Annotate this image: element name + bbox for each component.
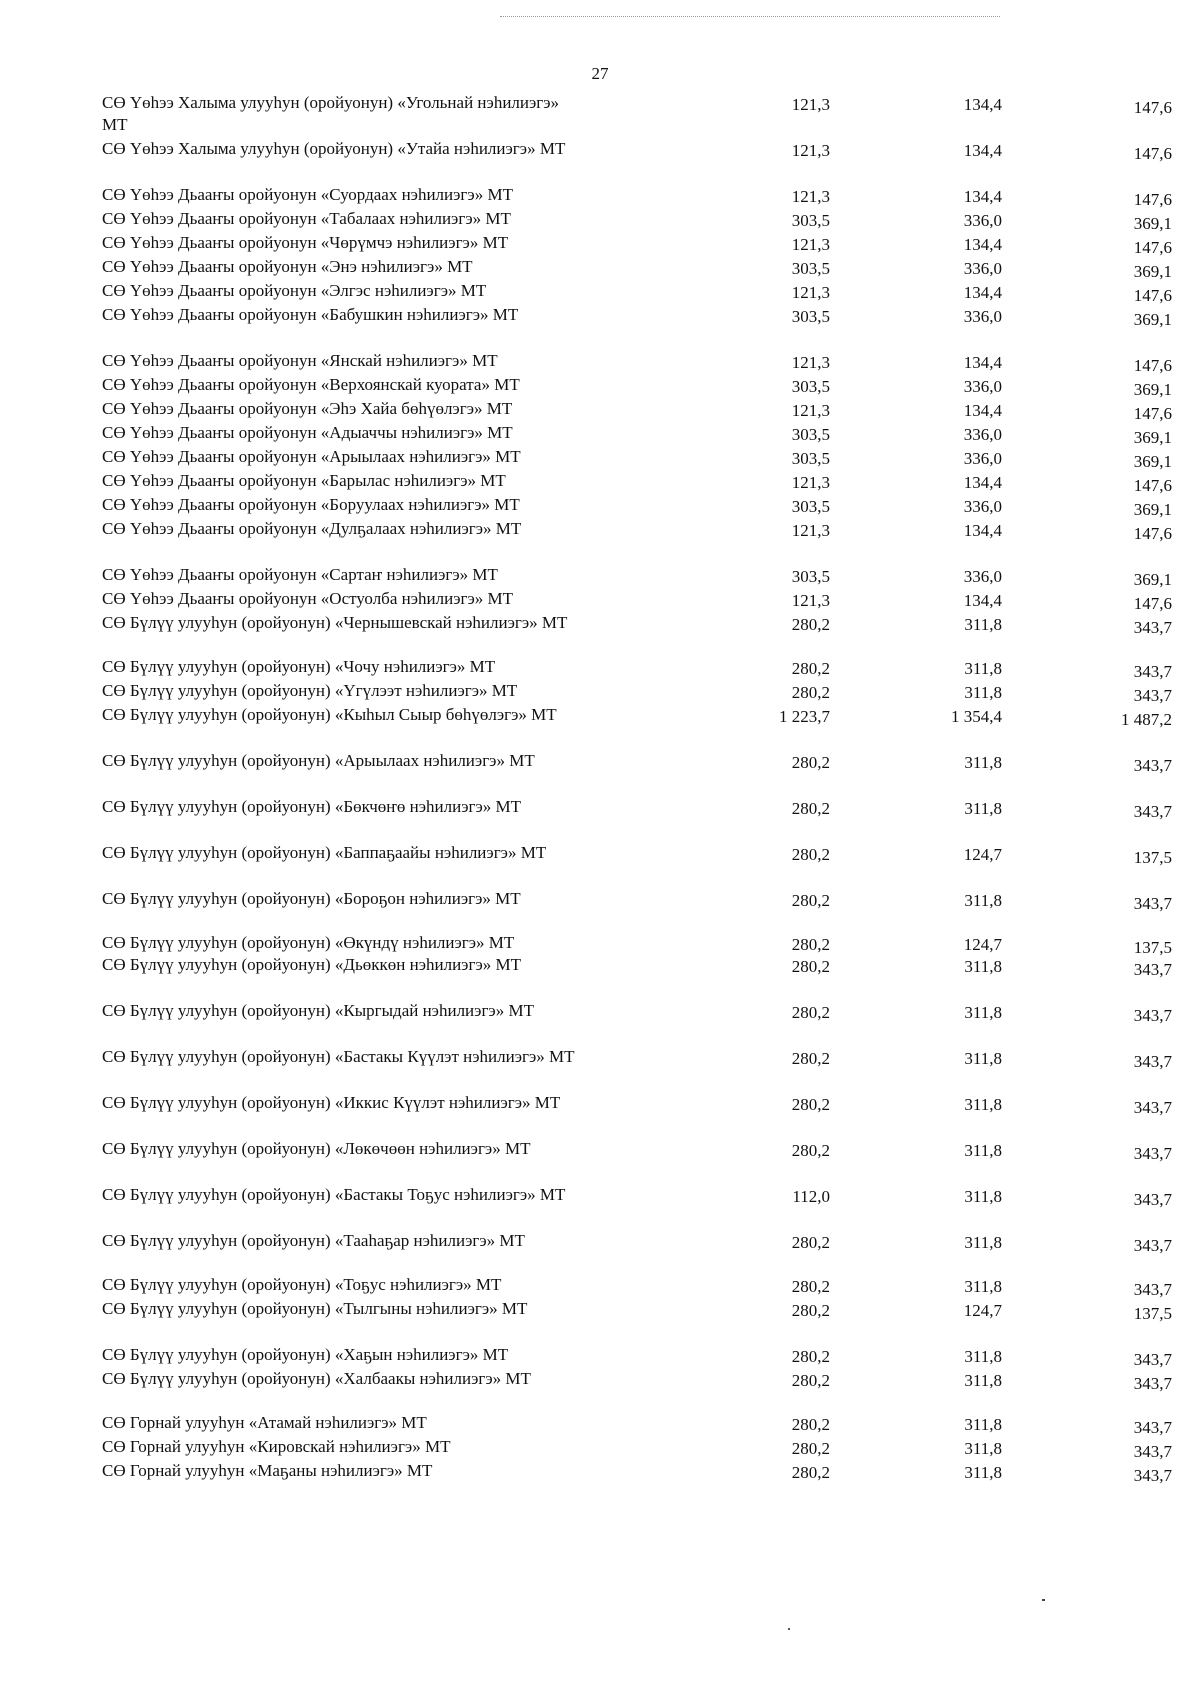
- value-year-3: 343,7: [1133, 1350, 1172, 1369]
- value-year-1: 303,5: [791, 567, 830, 586]
- value-year-3: 137,5: [1133, 1304, 1172, 1323]
- value-year-2: 311,8: [964, 891, 1002, 910]
- value-year-1: 303,5: [791, 211, 830, 230]
- value-year-3: 137,5: [1133, 848, 1172, 867]
- value-year-2: 311,8: [964, 1049, 1002, 1068]
- value-year-3: 343,7: [1133, 1442, 1172, 1461]
- value-year-1: 280,2: [791, 1439, 830, 1458]
- value-year-2: 124,7: [963, 1301, 1002, 1320]
- value-year-2: 134,4: [963, 401, 1002, 420]
- value-year-2: 124,7: [963, 845, 1002, 864]
- value-year-3: 147,6: [1133, 404, 1172, 423]
- value-year-2: 134,4: [963, 353, 1002, 372]
- value-year-2: 311,8: [964, 1415, 1002, 1434]
- value-year-1: 121,3: [791, 353, 830, 372]
- value-year-2: 311,8: [964, 615, 1002, 634]
- value-year-1: 280,2: [791, 891, 830, 910]
- value-year-3: 343,7: [1133, 894, 1172, 913]
- value-year-3: 343,7: [1133, 1418, 1172, 1437]
- value-year-1: 1 223,7: [779, 707, 830, 726]
- municipality-name: СӨ Бүлүү улууһун (оройуонун) «Тылгыны нэһилиэгэ» МТ: [102, 1299, 528, 1318]
- value-year-1: 121,3: [791, 141, 830, 160]
- value-year-1: 280,2: [791, 1049, 830, 1068]
- municipality-name: СӨ Бүлүү улууһун (оройуонун) «Халбаакы нэһилиэгэ» МТ: [102, 1369, 531, 1388]
- value-year-3: 147,6: [1133, 98, 1172, 117]
- municipality-name: СӨ Үөһээ Дьааҥы оройуонун «Энэ нэһилиэгэ» МТ: [102, 257, 473, 276]
- value-year-2: 311,8: [964, 1233, 1002, 1252]
- value-year-2: 311,8: [964, 1277, 1002, 1296]
- municipality-name: СӨ Горнай улууһун «Маҕаны нэһилиэгэ» МТ: [102, 1461, 433, 1480]
- municipality-name: СӨ Үөһээ Дьааҥы оройуонун «Боруулаах нэһилиэгэ» МТ: [102, 495, 520, 514]
- value-year-3: 343,7: [1133, 618, 1172, 637]
- value-year-1: 303,5: [791, 497, 830, 516]
- value-year-2: 311,8: [964, 1347, 1002, 1366]
- municipality-name: СӨ Бүлүү улууһун (оройуонун) «Тааһаҕар нэһилиэгэ» МТ: [102, 1231, 525, 1250]
- value-year-2: 336,0: [963, 567, 1002, 586]
- municipality-name: СӨ Горнай улууһун «Атамай нэһилиэгэ» МТ: [102, 1413, 427, 1432]
- value-year-3: 137,5: [1133, 938, 1172, 957]
- value-year-3: 343,7: [1133, 1190, 1172, 1209]
- value-year-2: 134,4: [963, 141, 1002, 160]
- value-year-2: 311,8: [964, 1187, 1002, 1206]
- value-year-1: 121,3: [791, 95, 830, 114]
- value-year-2: 134,4: [963, 473, 1002, 492]
- value-year-2: 311,8: [964, 957, 1002, 976]
- value-year-3: 343,7: [1133, 1052, 1172, 1071]
- municipality-name: СӨ Бүлүү улууһун (оройуонун) «Кыргыдай нэһилиэгэ» МТ: [102, 1001, 534, 1020]
- municipality-name: СӨ Үөһээ Дьааҥы оройуонун «Суордаах нэһилиэгэ» МТ: [102, 185, 513, 204]
- municipality-name: СӨ Бүлүү улууһун (оройуонун) «Тоҕус нэһилиэгэ» МТ: [102, 1275, 502, 1294]
- value-year-3: 147,6: [1133, 356, 1172, 375]
- value-year-3: 369,1: [1133, 380, 1172, 399]
- value-year-3: 343,7: [1133, 1466, 1172, 1485]
- value-year-2: 336,0: [963, 497, 1002, 516]
- value-year-3: 343,7: [1133, 686, 1172, 705]
- value-year-2: 311,8: [964, 683, 1002, 702]
- municipality-name: СӨ Бүлүү улууһун (оройуонун) «Иккис Күүлэт нэһилиэгэ» МТ: [102, 1093, 561, 1112]
- value-year-1: 280,2: [791, 799, 830, 818]
- value-year-3: 343,7: [1133, 960, 1172, 979]
- value-year-3: 343,7: [1133, 1098, 1172, 1117]
- value-year-2: 311,8: [964, 799, 1002, 818]
- value-year-2: 311,8: [964, 1095, 1002, 1114]
- value-year-2: 311,8: [964, 1463, 1002, 1482]
- value-year-3: 343,7: [1133, 1374, 1172, 1393]
- page-number: 27: [591, 64, 609, 83]
- value-year-2: 311,8: [964, 659, 1002, 678]
- value-year-3: 369,1: [1133, 570, 1172, 589]
- value-year-3: 343,7: [1133, 756, 1172, 775]
- municipality-name: СӨ Бүлүү улууһун (оройуонун) «Чернышевскай нэһилиэгэ» МТ: [102, 613, 568, 632]
- municipality-name: СӨ Үөһээ Дьааҥы оройуонун «Чөрүмчэ нэһилиэгэ» МТ: [102, 233, 509, 252]
- municipality-name: СӨ Үөһээ Дьааҥы оройуонун «Адыаччы нэһилиэгэ» МТ: [102, 423, 513, 442]
- value-year-3: 343,7: [1133, 1006, 1172, 1025]
- value-year-2: 134,4: [963, 235, 1002, 254]
- value-year-1: 280,2: [791, 1463, 830, 1482]
- municipality-name: СӨ Бүлүү улууһун (оройуонун) «Бастакы Күүлэт нэһилиэгэ» МТ: [102, 1047, 575, 1066]
- value-year-3: 369,1: [1133, 214, 1172, 233]
- municipality-name: СӨ Үөһээ Дьааҥы оройуонун «Арыылаах нэһилиэгэ» МТ: [102, 447, 521, 466]
- municipality-name: СӨ Бүлүү улууһун (оройуонун) «Үгүлээт нэһилиэгэ» МТ: [102, 681, 518, 700]
- value-year-1: 280,2: [791, 957, 830, 976]
- value-year-2: 134,4: [963, 283, 1002, 302]
- value-year-3: 147,6: [1133, 594, 1172, 613]
- municipality-name: СӨ Үөһээ Халыма улууһун (оройуонун) «Угольнай нэһилиэгэ» МТ: [102, 93, 560, 134]
- value-year-1: 280,2: [791, 1347, 830, 1366]
- value-year-1: 280,2: [791, 1095, 830, 1114]
- value-year-3: 147,6: [1133, 286, 1172, 305]
- municipality-name: СӨ Үөһээ Дьааҥы оройуонун «Янскай нэһилиэгэ» МТ: [102, 351, 498, 370]
- value-year-2: 311,8: [964, 1371, 1002, 1390]
- municipality-name: СӨ Горнай улууһун «Кировскай нэһилиэгэ» МТ: [102, 1437, 451, 1456]
- value-year-3: 369,1: [1133, 262, 1172, 281]
- value-year-2: 124,7: [963, 935, 1002, 954]
- value-year-1: 280,2: [791, 1233, 830, 1252]
- value-year-3: 369,1: [1133, 500, 1172, 519]
- municipality-name: СӨ Бүлүү улууһун (оройуонун) «Бастакы Тоҕус нэһилиэгэ» МТ: [102, 1185, 566, 1204]
- value-year-3: 147,6: [1133, 144, 1172, 163]
- value-year-1: 280,2: [791, 683, 830, 702]
- value-year-3: 147,6: [1133, 524, 1172, 543]
- municipality-name: СӨ Үөһээ Дьааҥы оройуонун «Элгэс нэһилиэгэ» МТ: [102, 281, 487, 300]
- value-year-2: 336,0: [963, 377, 1002, 396]
- value-year-3: 369,1: [1133, 452, 1172, 471]
- municipality-name: СӨ Бүлүү улууһун (оройуонун) «Дьөккөн нэһилиэгэ» МТ: [102, 955, 521, 974]
- scan-speck: [788, 1628, 790, 1630]
- value-year-1: 280,2: [791, 615, 830, 634]
- municipality-name: СӨ Бүлүү улууһун (оройуонун) «Чочу нэһилиэгэ» МТ: [102, 657, 496, 676]
- value-year-1: 121,3: [791, 521, 830, 540]
- municipality-name: СӨ Бүлүү улууһун (оройуонун) «Баппаҕаайы нэһилиэгэ» МТ: [102, 843, 547, 862]
- value-year-1: 303,5: [791, 259, 830, 278]
- municipality-name: СӨ Үөһээ Дьааҥы оройуонун «Бабушкин нэһилиэгэ» МТ: [102, 305, 519, 324]
- value-year-3: 369,1: [1133, 310, 1172, 329]
- value-year-3: 147,6: [1133, 190, 1172, 209]
- value-year-1: 303,5: [791, 449, 830, 468]
- value-year-1: 280,2: [791, 1003, 830, 1022]
- value-year-3: 147,6: [1133, 476, 1172, 495]
- value-year-3: 343,7: [1133, 662, 1172, 681]
- municipality-name: СӨ Үөһээ Дьааҥы оройуонун «Сартаҥ нэһилиэгэ» МТ: [102, 565, 498, 584]
- value-year-2: 311,8: [964, 1141, 1002, 1160]
- value-year-3: 343,7: [1133, 1280, 1172, 1299]
- municipality-name: СӨ Үөһээ Дьааҥы оройуонун «Эһэ Хайа бөһүөлэгэ» МТ: [102, 399, 513, 418]
- value-year-3: 343,7: [1133, 1236, 1172, 1255]
- municipality-name: СӨ Үөһээ Дьааҥы оройуонун «Табалаах нэһилиэгэ» МТ: [102, 209, 511, 228]
- value-year-1: 303,5: [791, 425, 830, 444]
- municipality-name: СӨ Бүлүү улууһун (оройуонун) «Лөкөчөөн нэһилиэгэ» МТ: [102, 1139, 531, 1158]
- municipality-name: СӨ Бүлүү улууһун (оройуонун) «Арыылаах нэһилиэгэ» МТ: [102, 751, 535, 770]
- value-year-3: 369,1: [1133, 428, 1172, 447]
- value-year-1: 121,3: [791, 235, 830, 254]
- value-year-1: 280,2: [791, 845, 830, 864]
- value-year-1: 121,3: [791, 401, 830, 420]
- value-year-3: 343,7: [1133, 802, 1172, 821]
- value-year-1: 303,5: [791, 307, 830, 326]
- value-year-2: 311,8: [964, 753, 1002, 772]
- value-year-1: 280,2: [791, 1141, 830, 1160]
- value-year-2: 1 354,4: [951, 707, 1002, 726]
- value-year-3: 147,6: [1133, 238, 1172, 257]
- municipality-name: СӨ Үөһээ Дьааҥы оройуонун «Барылас нэһилиэгэ» МТ: [102, 471, 506, 490]
- value-year-1: 121,3: [791, 591, 830, 610]
- scan-speck: [1042, 1599, 1045, 1601]
- value-year-1: 112,0: [792, 1187, 830, 1206]
- value-year-2: 134,4: [963, 95, 1002, 114]
- value-year-1: 121,3: [791, 283, 830, 302]
- value-year-1: 280,2: [791, 935, 830, 954]
- value-year-1: 280,2: [791, 1277, 830, 1296]
- value-year-2: 336,0: [963, 259, 1002, 278]
- municipality-name: СӨ Бүлүү улууһун (оройуонун) «Хаҕын нэһилиэгэ» МТ: [102, 1345, 509, 1364]
- value-year-3: 343,7: [1133, 1144, 1172, 1163]
- value-year-2: 134,4: [963, 591, 1002, 610]
- value-year-2: 336,0: [963, 449, 1002, 468]
- scan-artifact: [500, 16, 1000, 21]
- value-year-3: 1 487,2: [1121, 710, 1172, 729]
- municipality-name: СӨ Бүлүү улууһун (оройуонун) «Өкүндү нэһилиэгэ» МТ: [102, 933, 515, 952]
- municipality-name: СӨ Үөһээ Дьааҥы оройуонун «Верхоянскай куората» МТ: [102, 375, 520, 394]
- value-year-1: 280,2: [791, 1415, 830, 1434]
- value-year-1: 280,2: [791, 1301, 830, 1320]
- value-year-2: 134,4: [963, 521, 1002, 540]
- municipality-name: СӨ Бүлүү улууһун (оройуонун) «Бөкчөҥө нэһилиэгэ» МТ: [102, 797, 522, 816]
- value-year-1: 280,2: [791, 659, 830, 678]
- value-year-1: 121,3: [791, 187, 830, 206]
- municipality-name: СӨ Бүлүү улууһун (оройуонун) «Кыһыл Сыыр бөһүөлэгэ» МТ: [102, 705, 557, 724]
- value-year-2: 336,0: [963, 211, 1002, 230]
- value-year-2: 311,8: [964, 1003, 1002, 1022]
- value-year-2: 134,4: [963, 187, 1002, 206]
- municipality-name: СӨ Бүлүү улууһун (оройуонун) «Бороҕон нэһилиэгэ» МТ: [102, 889, 521, 908]
- value-year-1: 280,2: [791, 753, 830, 772]
- value-year-1: 303,5: [791, 377, 830, 396]
- value-year-2: 336,0: [963, 425, 1002, 444]
- municipality-name: СӨ Үөһээ Дьааҥы оройуонун «Остуолба нэһилиэгэ» МТ: [102, 589, 514, 608]
- value-year-2: 336,0: [963, 307, 1002, 326]
- value-year-2: 311,8: [964, 1439, 1002, 1458]
- municipality-name: СӨ Үөһээ Дьааҥы оройуонун «Дулҕалаах нэһилиэгэ» МТ: [102, 519, 522, 538]
- value-year-1: 121,3: [791, 473, 830, 492]
- value-year-1: 280,2: [791, 1371, 830, 1390]
- municipality-name: СӨ Үөһээ Халыма улууһун (оройуонун) «Утайа нэһилиэгэ» МТ: [102, 139, 566, 158]
